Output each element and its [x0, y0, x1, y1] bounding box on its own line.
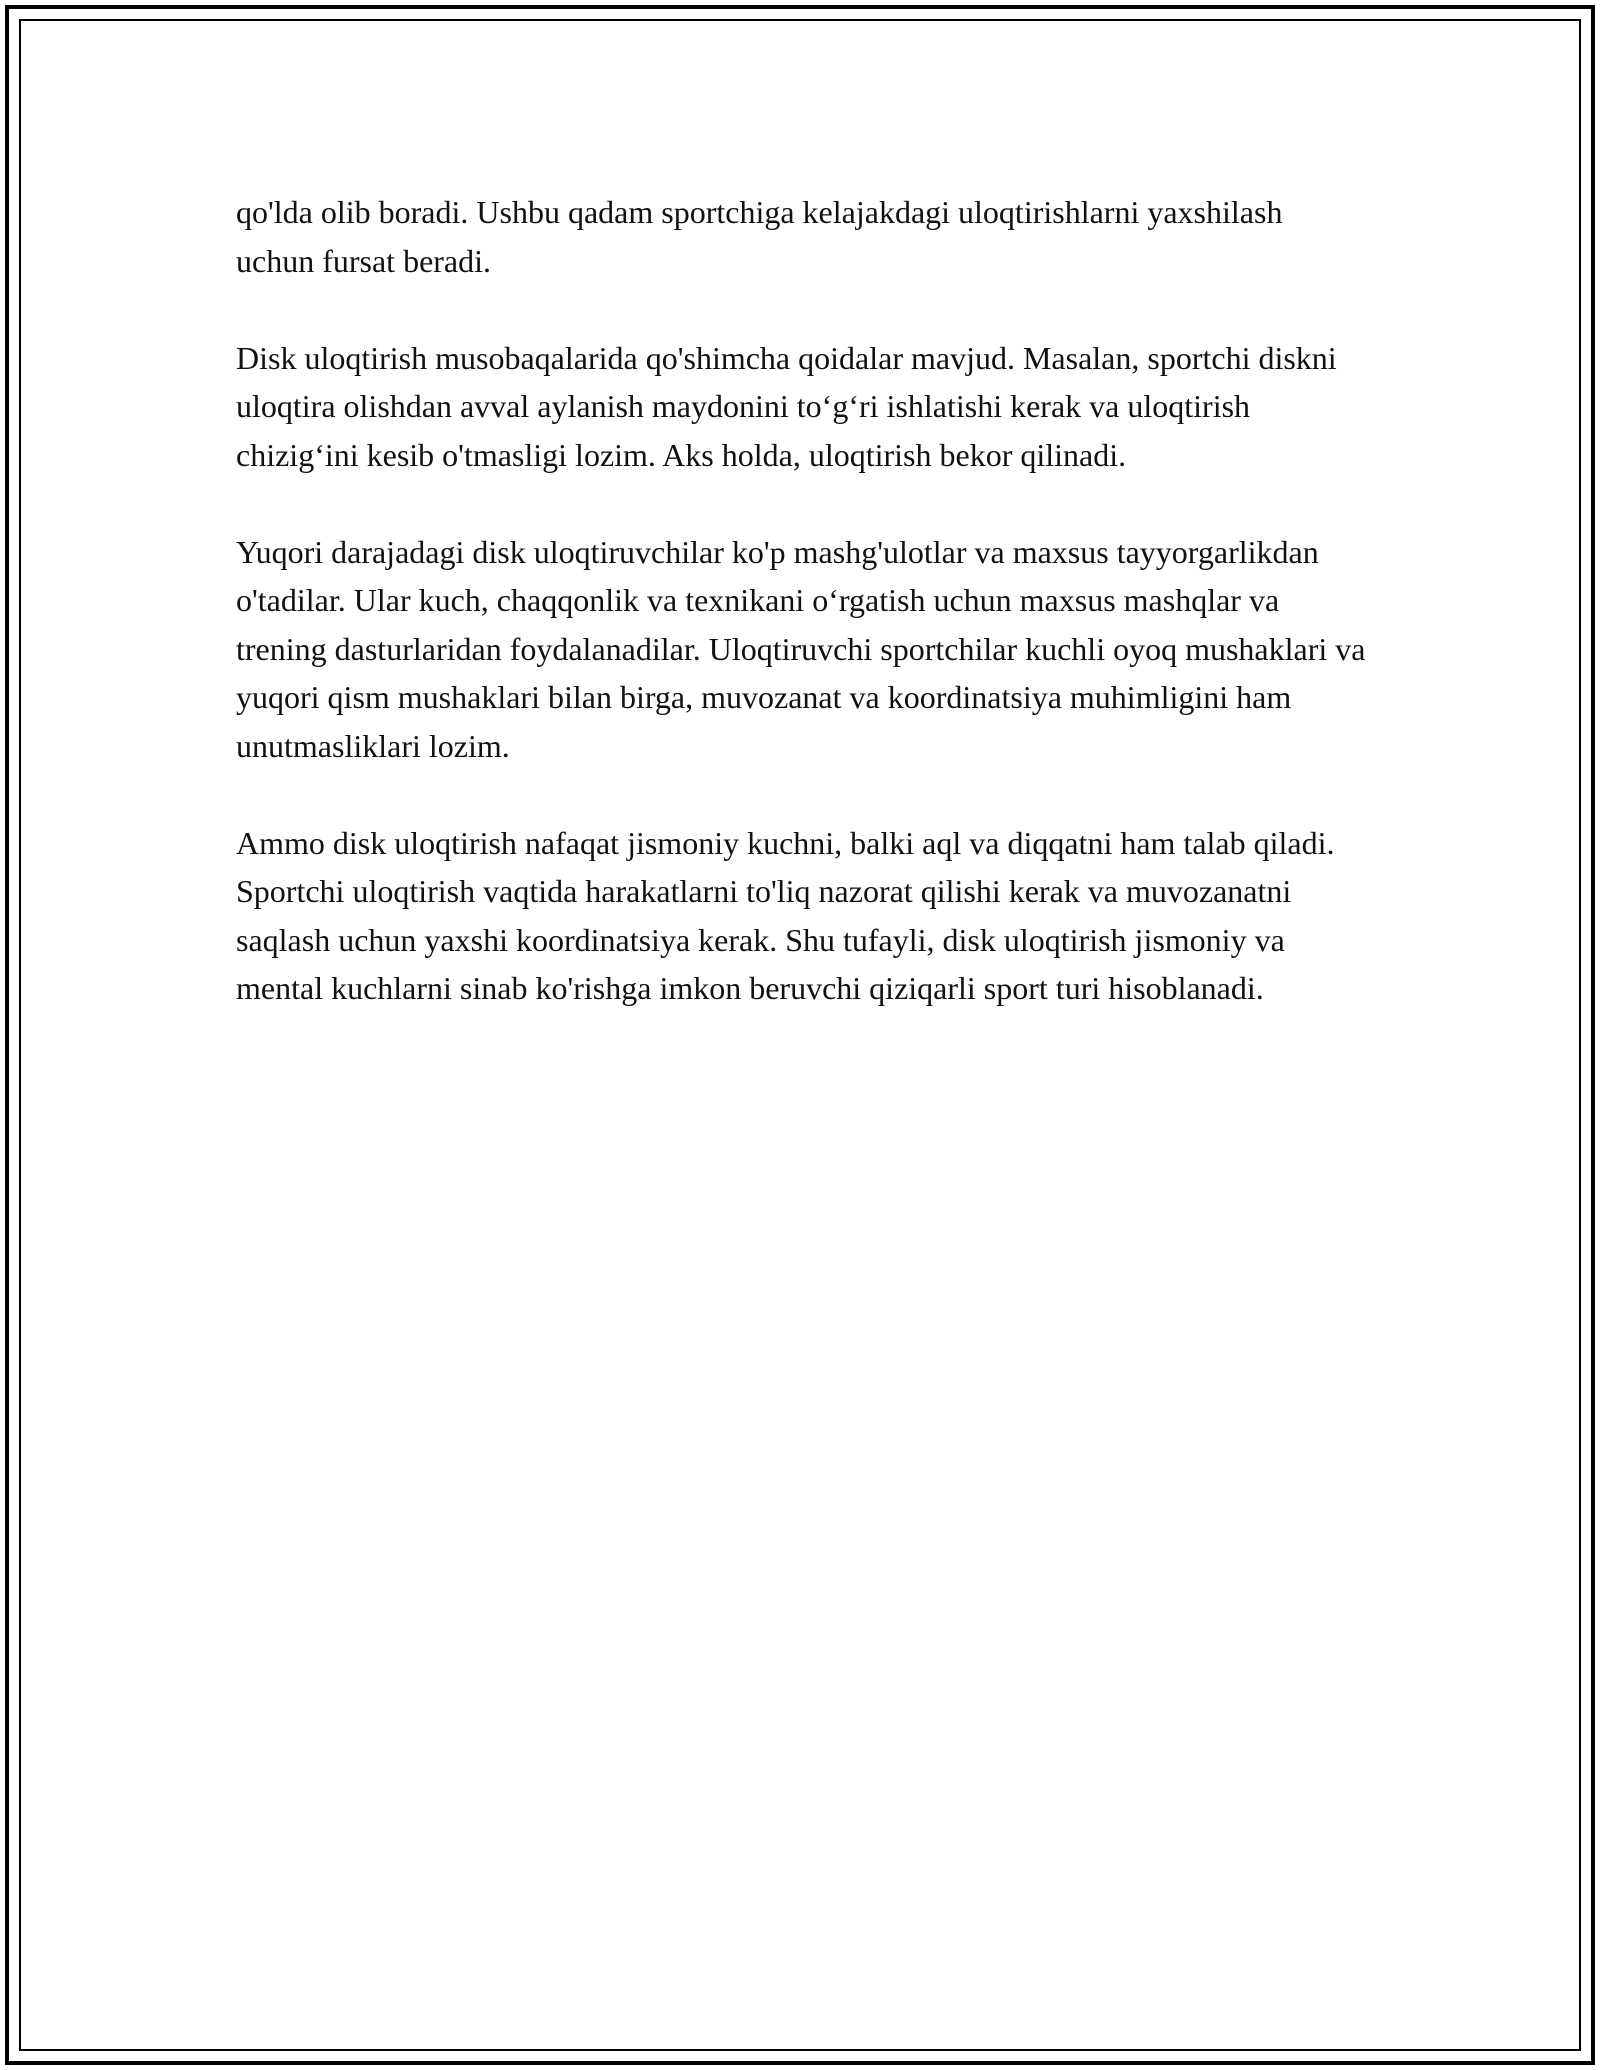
paragraph-3: Yuqori darajadagi disk uloqtiruvchilar ko'p mashg'ulotlar va maxsus tayyorgarlikdan o'tadilar. Ular kuch, chaqqonlik va texnikani o‘rgatish uchun maxsus mashqlar va trening dasturlaridan foydalanadilar. Uloqtiruvchi sportchilar kuchli oyoq mushaklari va yuqori qism mushaklari bilan birga, muvozanat va koordinatsiya muhimligini ham unutmasliklari lozim. — [236, 533, 1366, 764]
document-body — [236, 188, 1366, 1061]
paragraph-2: Disk uloqtirish musobaqalarida qo'shimcha qoidalar mavjud. Masalan, sportchi diskni uloqtira olishdan avval aylanish maydonini to‘g‘ri ishlatishi kerak va uloqtirish chizig‘ini kesib o'tmasligi lozim. Aks holda, uloqtirish bekor qilinadi. — [236, 339, 1337, 473]
paragraph-4: Ammo disk uloqtirish nafaqat jismoniy kuchni, balki aql va diqqatni ham talab qiladi. Sportchi uloqtirish vaqtida harakatlarni to'liq nazorat qilishi kerak va muvozanatni saqlash uchun yaxshi koordinatsiya kerak. Shu tufayli, disk uloqtirish jismoniy va mental kuchlarni sinab ko'rishga imkon beruvchi qiziqarli sport turi hisoblanadi. — [236, 824, 1335, 1006]
paragraph-1: qo'lda olib boradi. Ushbu qadam sportchiga kelajakdagi uloqtirishlarni yaxshilash uchun fursat beradi. — [236, 194, 1283, 279]
